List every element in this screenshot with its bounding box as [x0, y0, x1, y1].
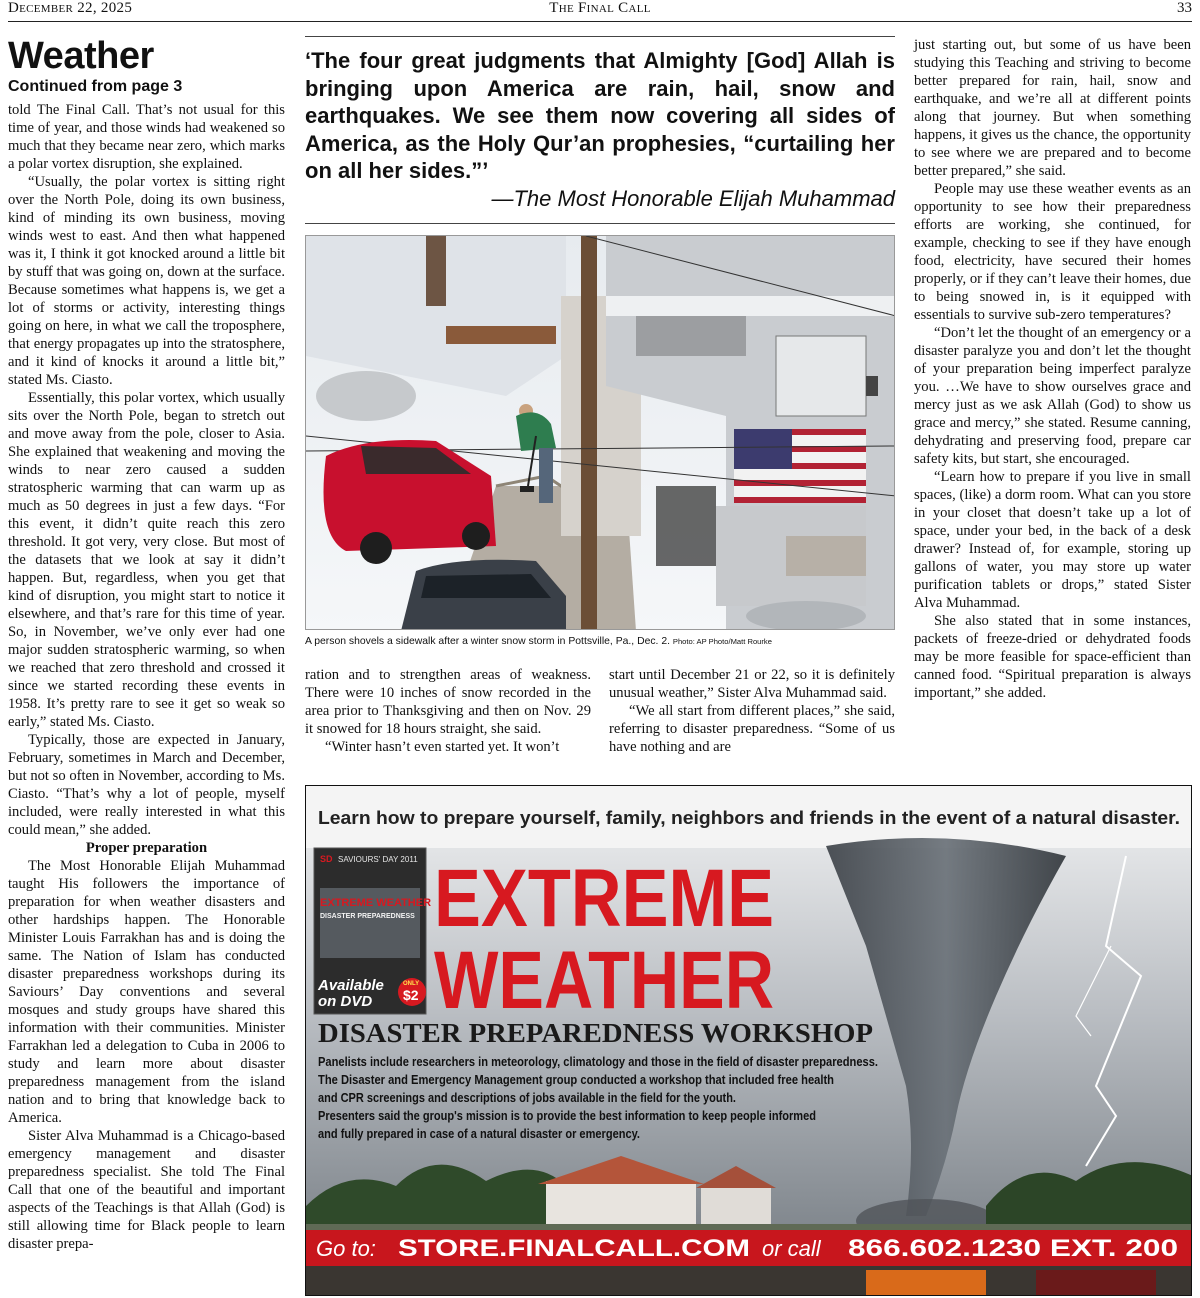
- paragraph: “Don’t let the thought of an emergency or a disaster paralyze you and don’t let the thought of your preparation being imperfect paralyze you. …We have to show ourselves grace and mercy just as we ask Allah (God) to show us grace and mercy,” she stated. Resume canning, dehydrating and preserving food, prepare car safety kits, but start, she encouraged.: [914, 325, 1191, 467]
- newspaper-name: The Final Call: [549, 0, 651, 16]
- dark-car-icon: [401, 560, 566, 630]
- paragraph: just starting out, but some of us have been studying this Teaching and striving to become better prepared for rain, hail, snow and earthquake, and we’re all at different points along that journey. But when something happens, it gives us the chance, the opportunity to see where we are prepared and to become better prepared,” she said.: [914, 37, 1191, 179]
- paragraph: Sister Alva Muhammad is a Chicago-based emergency management and disaster preparedness specialist. She told The Final Call that one of the beautiful and important aspects of the Teachings is that Allah (God) is still allowing time for Black people to learn disaster prepa-: [8, 1128, 285, 1252]
- dvd-cover: [314, 848, 431, 1014]
- dvd-only: ONLY: [403, 981, 420, 987]
- photo-credit: Photo: AP Photo/Matt Rourke: [672, 637, 772, 646]
- ad-artwork: [306, 786, 1192, 1296]
- ad-title-extreme: EXTREME: [434, 853, 774, 944]
- issue-date: December 22, 2025: [8, 0, 133, 16]
- paragraph: Typically, those are expected in January, February, sometimes in March and December, but not so often in November, according to Ms. Ciasto. “That’s why a lot of people, myself included, were really interested in what this could mean,” she added.: [8, 732, 285, 838]
- ad-body-line: and CPR screenings and descriptions of jobs available in the field for the youth.: [318, 1091, 736, 1105]
- article-column-4: [914, 36, 1191, 702]
- article-column-1: [8, 36, 285, 1253]
- paragraph: People may use these weather events as an opportunity to see how their preparedness efforts are working, she continued, for example, checking to see if they have enough food, electricity, have secured their homes properly, or if they can’t leave their homes, due to being snowed in, is it equipped with essentials to survive sub-zero temperatures?: [914, 181, 1191, 323]
- quote-text: ‘The four great judgments that Almighty [God] Allah is bringing upon America are rain, hail, snow and earthquakes. We see them now covering all sides of America, as the Holy Qur’an prophesies, “curtailing her on all her sides.”’: [305, 48, 895, 183]
- paragraph: ration and to strengthen areas of weakness. There were 10 inches of snow recorded in the area prior to Thanksgiving and then on Nov. 29 it snowed for 18 hours straight, she said.: [305, 667, 591, 737]
- snow-scene-illustration: [306, 236, 895, 630]
- caption-text: A person shovels a sidewalk after a winter snow storm in Pottsville, Pa., Dec. 2.: [305, 636, 670, 647]
- dvd-price: $2: [403, 987, 419, 1003]
- quote-attribution: —The Most Honorable Elijah Muhammad: [491, 185, 895, 211]
- ad-body-line: The Disaster and Emergency Management group conducted a workshop that included free health: [318, 1073, 834, 1087]
- paragraph: She also stated that in some instances, packets of freeze-dried or dehydrated foods may be more feasible for space-efficient than canned food. “Spiritual preparation is always important,” she added.: [914, 613, 1191, 701]
- article-title: Weather: [8, 35, 154, 77]
- article-column-2: [305, 666, 591, 756]
- dvd-available: Available: [318, 977, 384, 994]
- section-subhead: Proper preparation: [85, 840, 208, 856]
- cta-goto: Go to:: [316, 1236, 376, 1261]
- dvd-title: EXTREME WEATHER: [320, 897, 432, 909]
- paragraph: start until December 21 or 22, so it is definitely unusual weather,” Sister Alva Muhammad said.: [609, 667, 895, 701]
- paragraph: Essentially, this polar vortex, which usually sits over the North Pole, began to stretch out and move away from the pole, closer to Asia. She explained that weakening and moving the winds to near zero caused a sudden stratospheric warming that can warm up as much as 50 degrees in just a few days. “For this event, it didn’t quite reach this zero threshold. It got very, very close. But most of the datasets that we look at say it didn’t happen. But, regardless, when you get that kind of disruption, you might start to notice it elsewhere, and that’s rare for this time of year. So, in November, we’ve only ever had one major sudden stratospheric warming, so when we reached that zero threshold and crossed it since we started recording these events in 1958. It’s pretty rare to see it get so weak so early,” stated Ms. Ciasto.: [8, 390, 285, 730]
- american-flag-icon: [734, 429, 866, 503]
- ad-body-line: Presenters said the group's mission is to provide the best information to keep people informed: [318, 1109, 816, 1123]
- photo-caption: [305, 635, 895, 648]
- ad-subtitle: DISASTER PREPAREDNESS WORKSHOP: [318, 1018, 873, 1048]
- page-number: 33: [1177, 0, 1192, 16]
- ad-title-weather: WEATHER: [434, 935, 774, 1026]
- continued-line: Continued from page 3: [8, 78, 183, 95]
- cta-or-call: or call: [762, 1236, 821, 1261]
- store-link: STORE.FINALCALL.COM: [398, 1235, 750, 1262]
- dvd-advertisement[interactable]: [305, 785, 1192, 1296]
- dvd-event: SAVIOURS' DAY 2011: [338, 855, 418, 864]
- paragraph: “Usually, the polar vortex is sitting right over the North Pole, doing its own business, kind of minding its own business, moving winds west to east. And then what happened was it, I think it got knocked around a little bit by stuff that was going on, down at the surface. Because sometimes what happens is, we get a lot of storms or activity, interesting things going on here, in what we call the troposphere, that energy propagates up into the stratosphere, and it kind of knocks it around a little bit,” stated Ms. Ciasto.: [8, 174, 285, 388]
- paragraph: “Learn how to prepare if you live in small spaces, (like) a dorm room. What can you store in your closet that doesn’t take up a lot of space, under your bed, in the back of a desk drawer? Instead of, for example, storing up gallons of water, you may store up water purification tablets or drops,” stated Sister Alva Muhammad.: [914, 469, 1191, 611]
- article-column-3: [609, 666, 895, 756]
- ad-headline: Learn how to prepare yourself, family, neighbors and friends in the event of a natural disaster.: [318, 807, 1180, 828]
- dvd-logo: SD: [320, 854, 333, 864]
- news-photo: [305, 235, 895, 630]
- dvd-subtitle: DISASTER PREPAREDNESS: [320, 913, 415, 920]
- page-header: [8, 0, 1192, 22]
- paragraph: The Most Honorable Elijah Muhammad taught His followers the importance of preparation for when weather disasters and other hardships happen. The Honorable Minister Louis Farrakhan has and is doing the same. The Nation of Islam has conducted disaster preparedness workshops during its Saviours’ Day conventions and several mosques and study groups have shared this information with their communities. Minister Farrakhan led a delegation to Cuba in 2006 to study and learn more about disaster preparedness management from the island nation and to bring that knowledge back to America.: [8, 858, 285, 1126]
- paragraph: told The Final Call. That’s not usual for this time of year, and those winds had weakened so much that they became near zero, which marks a polar vortex disruption, she explained.: [8, 102, 285, 172]
- dvd-on-dvd: on DVD: [318, 993, 373, 1010]
- ad-body-line: and fully prepared in case of a natural disaster or emergency.: [318, 1127, 640, 1141]
- phone-number: 866.602.1230 EXT. 200: [848, 1235, 1178, 1262]
- pull-quote: [305, 36, 895, 224]
- paragraph: “Winter hasn’t even started yet. It won’t: [325, 739, 560, 755]
- paragraph: “We all start from different places,” she said, referring to disaster preparedness. “Some of us have nothing and are: [609, 703, 895, 755]
- ad-body-line: Panelists include researchers in meteorology, climatology and those in the field of disaster preparedness.: [318, 1055, 878, 1069]
